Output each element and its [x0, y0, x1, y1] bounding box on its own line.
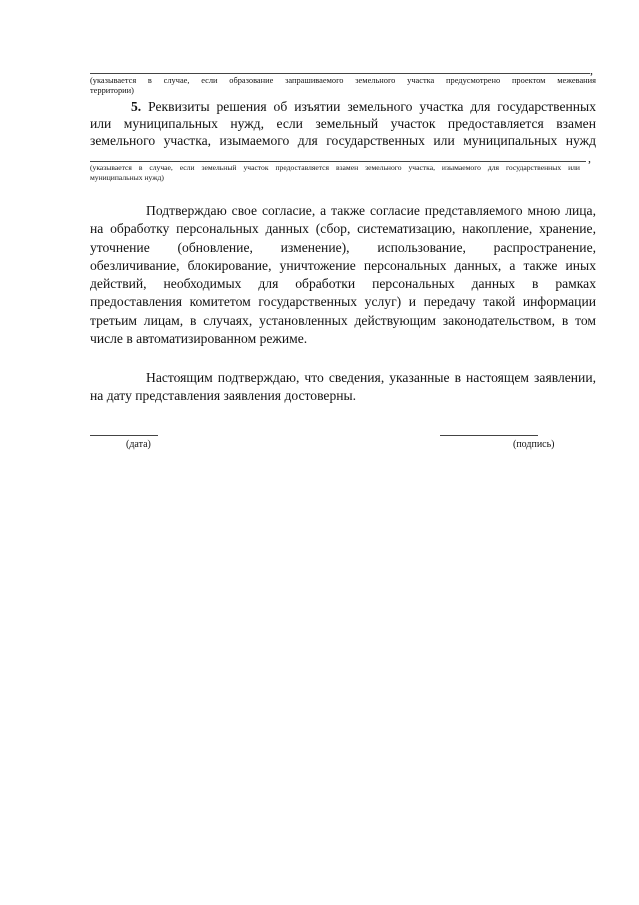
section-5-line2: или муниципальных нужд, если земельный участок предоставляется взамен — [90, 116, 596, 131]
section-5-line1-text: Реквизиты решения об изъятии земельного участка для государственных — [148, 99, 596, 114]
consent-line: предоставления комитетом государственных услуг) и передачу такой информации — [90, 294, 596, 310]
consent-line: уточнение (обновление, изменение), использование, распространение, — [90, 239, 596, 255]
section-5-withdrawal-decision — [90, 98, 596, 149]
date-label: (дата) — [126, 439, 151, 450]
consent-line: на обработку персональных данных (сбор, систематизацию, накопление, хранение, — [90, 221, 596, 237]
hint-land-survey-line1: (указывается в случае, если образование запрашиваемого земельного участка предусмотрено проектом межевания — [90, 76, 596, 85]
consent-line: третьим лицам, в случаях, установленных действующим законодательством, в том — [90, 312, 596, 328]
confirm-line: Настоящим подтверждаю, что сведения, указанные в настоящем заявлении, — [146, 370, 596, 385]
confirm-line: на дату представления заявления достоверны. — [90, 388, 357, 404]
consent-paragraph — [90, 202, 596, 348]
consent-line: числе в автоматизированном режиме. — [90, 331, 308, 347]
signature-label: (подпись) — [513, 439, 555, 450]
signature-line[interactable] — [440, 435, 538, 436]
hint-withdrawal-line1: (указывается в случае, если земельный участок предоставляется взамен земельного участка, изымаемого для государственных или — [90, 163, 580, 172]
hint-land-survey-line2: территории) — [90, 86, 134, 95]
hint-withdrawal — [90, 163, 580, 183]
consent-line: действий, необходимых для обработки персональных данных в рамках — [90, 276, 596, 292]
hint-land-survey — [90, 76, 596, 96]
fill-line-land-survey[interactable] — [90, 73, 590, 74]
date-line[interactable] — [90, 435, 158, 436]
fill-line-comma: , — [590, 63, 593, 77]
fill-line-withdrawal[interactable] — [90, 161, 586, 162]
section-5-number: 5. — [131, 99, 142, 114]
hint-withdrawal-line2: муниципальных нужд) — [90, 173, 164, 182]
section-5-line1 — [90, 98, 596, 115]
fill-line-withdrawal-comma: , — [588, 151, 591, 165]
consent-line: Подтверждаю свое согласие, а также согласие представляемого мною лица, — [146, 203, 596, 218]
consent-line: обезличивание, блокирование, уничтожение персональных данных, а также иных — [90, 257, 596, 273]
section-5-line3: земельного участка, изымаемого для государственных или муниципальных нужд — [90, 133, 596, 148]
confirm-paragraph — [90, 369, 596, 406]
